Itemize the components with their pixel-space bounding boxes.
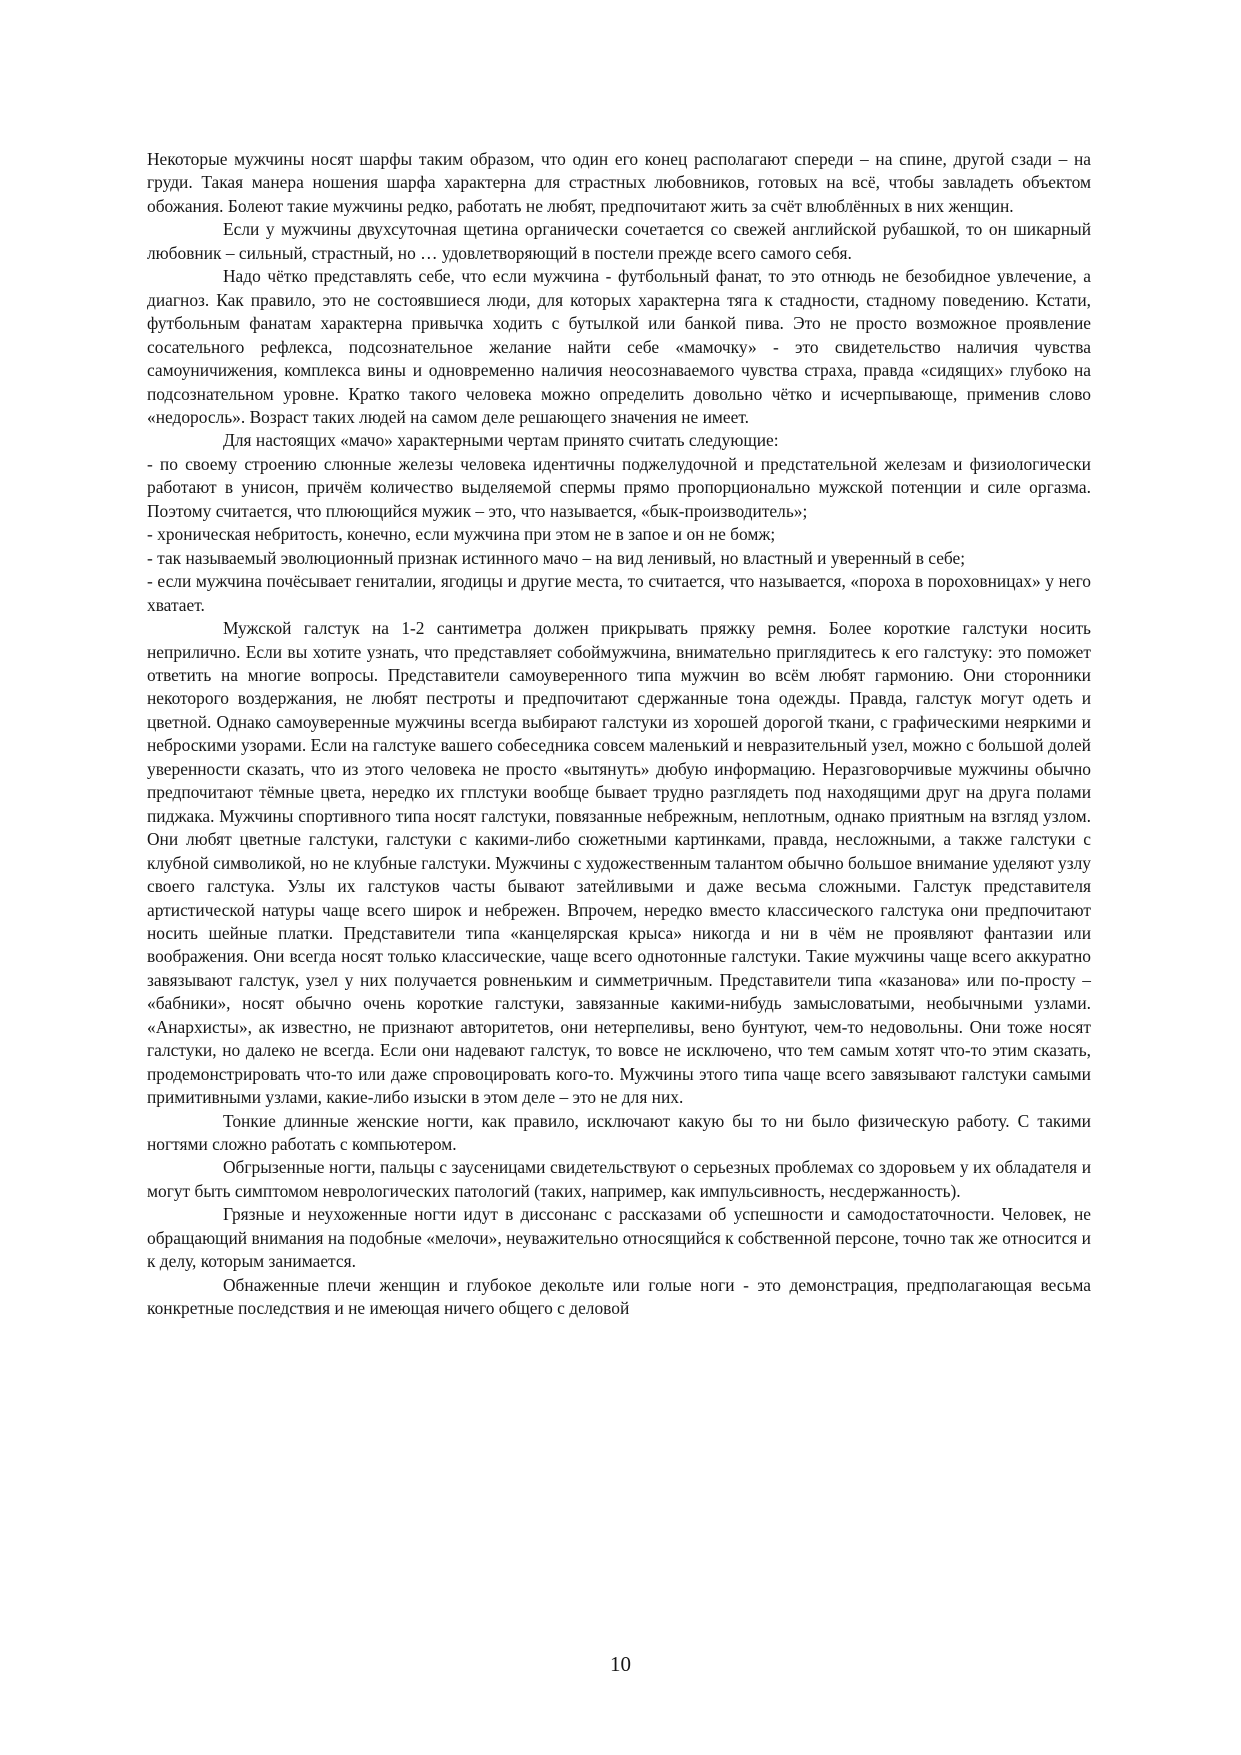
paragraph-dirty-nails: Грязные и неухоженные ногти идут в диссонанс с рассказами об успешности и самодостаточности. Человек, не обращающий внимания на подобные «мелочи», неуважительно относящийся к собственной персоне, точно так же относится и к делу, которым занимается. — [147, 1204, 1091, 1272]
paragraph-bitten-nails: Обгрызенные ногти, пальцы с заусеницами свидетельствуют о серьезных проблемах со здоровьем у их обладателя и могут быть симптомом неврологических патологий (таких, например, как импульсивность, несдержанность). — [147, 1157, 1091, 1201]
body-text — [147, 148, 1091, 1321]
paragraph-football-fan: Надо чётко представлять себе, что если мужчина - футбольный фанат, то это отнюдь не безобидное увлечение, а диагноз. Как правило, это не состоявшиеся люди, для которых характерна тяга к стадности, стадному поведению. Кстати, футбольным фанатам характерна привычка ходить с бутылкой или банкой пива. Это не просто возможное проявление сосательного рефлекса, подсознательное желание найти себе «мамочку» - это свидетельство наличия чувства самоуничижения, комплекса вины и одновременно наличия неосознаваемого чувства страха, правда «сидящих» глубоко на подсознательном уровне. Кратко такого человека можно определить довольно чётко и исчерпывающе, применив слово «недоросль». Возраст таких людей на самом деле решающего значения не имеет. — [147, 266, 1091, 427]
paragraph-scarf: Некоторые мужчины носят шарфы таким образом, что один его конец располагают спереди – на спине, другой сзади – на груди. Такая манера ношения шарфа характерна для страстных любовников, готовых на всё, чтобы завладеть объектом обожания. Болеют такие мужчины редко, работать не любят, предпочитают жить за счёт влюблённых в них женщин. — [147, 149, 1091, 216]
paragraph-bare-shoulders: Обнаженные плечи женщин и глубокое декольте или голые ноги - это демонстрация, предполагающая весьма конкретные последствия и не имеющая ничего общего с деловой — [147, 1274, 1091, 1319]
list-item-saliva: - по своему строению слюнные железы человека идентичны поджелудочной и предстательной железам и физиологически работают в унисон, причём количество выделяемой спермы прямо пропорционально мужской потенции и силе оргазма. Поэтому считается, что плюющийся мужик – это, что называется, «бык-производитель»; — [147, 453, 1091, 521]
list-item-scratching: - если мужчина почёсывает гениталии, ягодицы и другие места, то считается, что называется, «пороха в пороховницах» у него хватает. — [147, 571, 1091, 615]
page-number: 10 — [610, 1652, 631, 1676]
paragraph-long-nails: Тонкие длинные женские ногти, как правило, исключают какую бы то ни было физическую работу. С такими ногтями сложно работать с компьютером. — [147, 1110, 1091, 1155]
paragraph-stubble: Если у мужчины двухсуточная щетина органически сочетается со свежей английской рубашкой, то он шикарный любовник – сильный, страстный, но … удовлетворяющий в постели прежде всего самого себя. — [147, 219, 1091, 263]
paragraph-macho-intro: Для настоящих «мачо» характерными чертам принято считать следующие: — [223, 430, 779, 451]
list-item-lazy: - так называемый эволюционный признак истинного мачо – на вид ленивый, но властный и уверенный в себе; — [147, 547, 966, 568]
list-item-unshaven: - хроническая небритость, конечно, если мужчина при этом не в запое и он не бомж; — [147, 524, 776, 545]
paragraph-necktie: Мужской галстук на 1-2 сантиметра должен прикрывать пряжку ремня. Более короткие галстуки носить неприлично. Если вы хотите узнать, что представляет собоймужчина, внимательно приглядитесь к его галстуку: это поможет ответить на многие вопросы. Представители самоуверенного типа мужчин во всём любят гармонию. Они сторонники некоторого воздержания, не любят пестроты и предпочитают сдержанные тона одежды. Правда, галстук могут одеть и цветной. Однако самоуверенные мужчины всегда выбирают галстуки из хорошей дорогой ткани, с графическими неяркими и неброскими узорами. Если на галстуке вашего собеседника совсем маленький и невразительный узел, можно с большой долей уверенности сказать, что из этого человека не просто «вытянуть» дюбую информацию. Неразговорчивые мужчины обычно предпочитают тёмные цвета, нередко их гплстуки вообще бывает трудно разглядеть под находящими друг на друга полами пиджака. Мужчины спортивного типа носят галстуки, повязанные небрежным, неплотным, однако приятным на взгляд узлом. Они любят цветные галстуки, галстуки с какими-либо сюжетными картинками, правда, несложными, а также галстуки с клубной символикой, но не клубные галстуки. Мужчины с художественным талантом обычно большое внимание уделяют узлу своего галстука. Узлы их галстуков часты бывают затейливыми и даже весьма сложными. Галстук представителя артистической натуры чаще всего широк и небрежен. Впрочем, нередко вместо классического галстука они предпочитают носить шейные платки. Представители типа «канцелярская крыса» никогда и ни в чём не проявляют фантазии или воображения. Они всегда носят только классические, чаще всего однотонные галстуки. Такие мужчины чаще всего аккуратно завязывают галстук, узел у них получается ровненьким и симметричным. Представители типа «казанова» или по-просту – «бабники», носят обычно очень короткие галстуки, завязанные какими-нибудь замысловатыми, необычными узлами. «Анархисты», ак известно, не признают авторитетов, они нетерпеливы, вено бунтуют, чем-то недовольны. Они тоже носят галстуки, но далеко не всегда. Если они надевают галстук, то вовсе не исключено, что тем самым хотят что-то этим сказать, продемонстрировать что-то или даже спровоцировать кого-то. Мужчины этого типа чаще всего завязывают галстуки самыми примитивными узлами, какие-либо изыски в этом деле – это не для них. — [147, 618, 1091, 1108]
